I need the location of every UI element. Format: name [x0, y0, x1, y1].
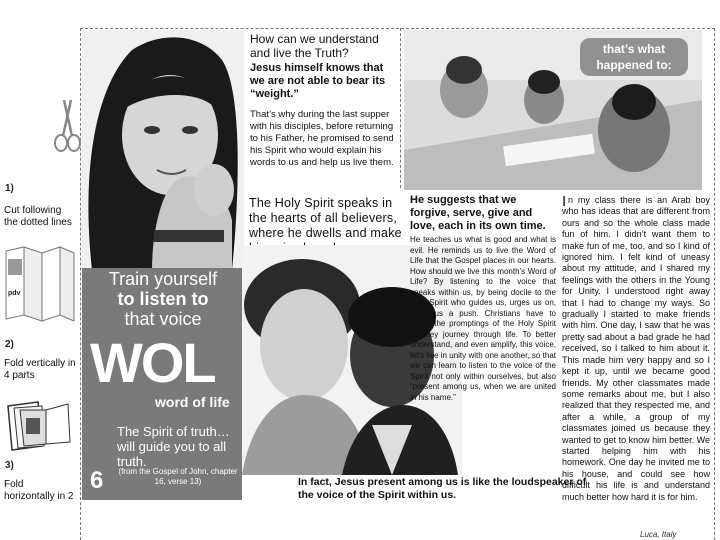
holy-spirit-text: The Holy Spirit speaks in the hearts of all believers, where he dwells and make: [249, 196, 402, 240]
story-signature: Luca, Italy: [640, 530, 677, 539]
step-2-text: Fold vertically in 4 parts: [4, 358, 76, 381]
scripture-quote: The Spirit of truth…will guide you to all truth.: [117, 424, 230, 469]
story-dropcap: I: [562, 193, 567, 210]
step-1-text: Cut following the dotted lines: [4, 205, 72, 228]
train-line-1: Train yourself: [108, 269, 218, 289]
scripture-source: (from the Gospel of John, chapter 16, verse 13): [118, 467, 238, 486]
step-1-number: 1): [5, 183, 14, 194]
step-3-number: 3): [5, 460, 14, 471]
step-3-text: Fold horizontally in 2: [4, 479, 74, 502]
folded-booklet-icon: [2, 398, 76, 454]
page-number: 6: [90, 467, 104, 494]
suggest-bold: He suggests that we forgive, serve, give and love, each in its own time.: [410, 194, 546, 232]
girl-photo: [82, 30, 244, 270]
suggest-closing: In fact, Jesus present among us is like the loudspeaker of the voice of the Spirit within us.: [298, 476, 587, 501]
train-line-2: to listen to: [117, 289, 209, 309]
wol-logo: WOL: [90, 331, 215, 394]
fold-diagram-icon: [2, 245, 76, 325]
intro-bold: Jesus himself knows that we are not able to bear its “weight.”: [250, 62, 386, 100]
cut-line-right: [714, 28, 715, 540]
suggest-body: He teaches us what is good and what is evil. He reminds us to live the Word of Life that the Gospel places in our hearts. How should we live this month’s Word of Life? By listening to the voice that speaks within us, by being docile to the Holy Spirit who guides us, urges us on, gives us a push. Christians have to follow the promptings of the Holy Spirit as they journey through life. To better understand, and even amplify, this voice, let’s live in unity with one another, so that we can learn to listen to the voice of the Spirit not only within ourselves, but also “present among us, when we are united in his name.”: [410, 235, 556, 402]
fold-line-center: [400, 28, 401, 188]
story-text: n my class there is an Arab boy who has ideas that are different from ours and so the whole class made fun of him. I didn’t want them to make fun of me, too, and so I kind of ignored him. I felt kind of uneasy about my attitude, and I shared my feelings with the others in the Young for Unity. I understood right away that I had to change my ways. So gradually I started to make friends with him. One day, I saw that he was pretty sad about a bad grade he had received, so I talked to him about it. This made him very happy and so I kept it up, until we became good friends. My other classmates made some remarks about me, but I also realized that they respected me, and after a while, a group of my classmates joined us because they wanted to get to know him better. We started helping him with his homework. One day he invited me to his house, and could see how difficult his life is and understand much better how hard it is for him.: [562, 195, 710, 502]
story-header: that’s what happened to:: [596, 42, 672, 72]
cut-line-top: [80, 28, 715, 29]
scissors-icon: [52, 98, 82, 154]
pdv-logo: pdv: [8, 290, 21, 297]
intro-question: How can we understand and live the Truth?: [250, 32, 379, 60]
intro-paragraph: That’s why during the last supper with his disciples, before returning to his Father, he promised to send his Spirit who would explain his words to us and help us live them.: [250, 109, 394, 168]
wol-subtitle: word of life: [155, 394, 230, 410]
step-2-number: 2): [5, 339, 14, 350]
train-line-3: that voice: [124, 309, 202, 329]
